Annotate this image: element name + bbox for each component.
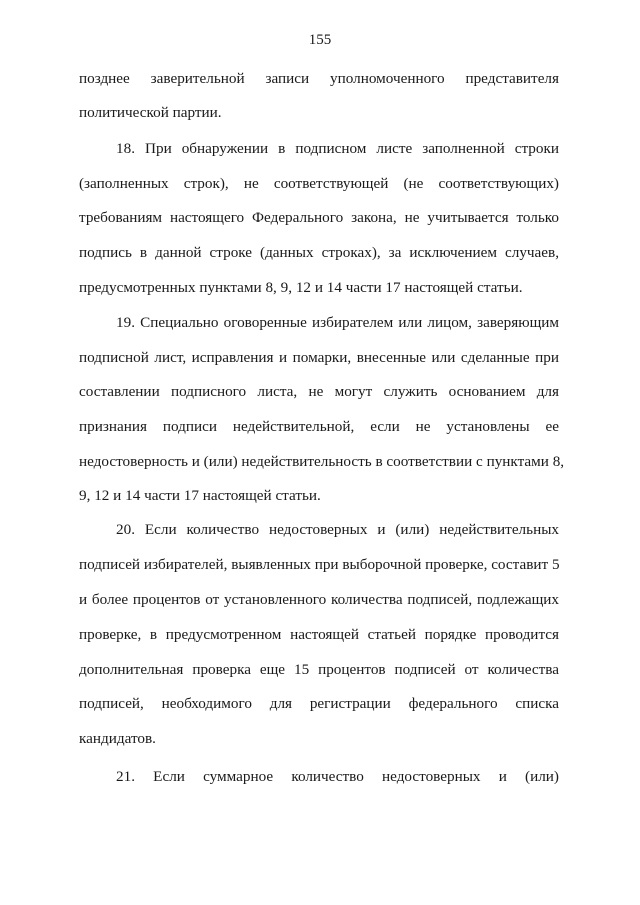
page-number: 155 bbox=[308, 32, 332, 48]
paragraph-19-first-line: 19. Специально оговоренные избирателем или лицом, заверяющим bbox=[116, 314, 559, 331]
text-line: подписей избирателей, выявленных при выборочной проверке, составит 5 bbox=[79, 556, 560, 573]
text-line: (заполненных строк), не соответствующей (не соответствующих) bbox=[79, 175, 559, 192]
text-line: признания подписи недействительной, если не установлены ее bbox=[79, 418, 559, 435]
text-line: предусмотренных пунктами 8, 9, 12 и 14 части 17 настоящей статьи. bbox=[79, 279, 523, 296]
text-line: дополнительная проверка еще 15 процентов подписей от количества bbox=[79, 661, 559, 678]
text-line: кандидатов. bbox=[79, 730, 156, 747]
paragraph-21-first-line: 21. Если суммарное количество недостоверных и (или) bbox=[116, 768, 559, 785]
text-line: политической партии. bbox=[79, 104, 222, 121]
text-line: проверке, в предусмотренном настоящей статьей порядке проводится bbox=[79, 626, 559, 643]
text-line: позднее заверительной записи уполномоченного представителя bbox=[79, 70, 559, 87]
text-line: подпись в данной строке (данных строках), за исключением случаев, bbox=[79, 244, 559, 261]
text-line: недостоверность и (или) недействительность в соответствии с пунктами 8, bbox=[79, 453, 565, 470]
text-line: составлении подписного листа, не могут служить основанием для bbox=[79, 383, 559, 400]
text-line: требованиям настоящего Федерального закона, не учитывается только bbox=[79, 209, 559, 226]
text-line: подписной лист, исправления и помарки, внесенные или сделанные при bbox=[79, 349, 559, 366]
text-line: подписей, необходимого для регистрации федерального списка bbox=[79, 695, 559, 712]
paragraph-18-first-line: 18. При обнаружении в подписном листе заполненной строки bbox=[116, 140, 559, 157]
text-line: и более процентов от установленного количества подписей, подлежащих bbox=[79, 591, 559, 608]
paragraph-20-first-line: 20. Если количество недостоверных и (или) недействительных bbox=[116, 521, 559, 538]
text-line: 9, 12 и 14 части 17 настоящей статьи. bbox=[79, 487, 321, 504]
